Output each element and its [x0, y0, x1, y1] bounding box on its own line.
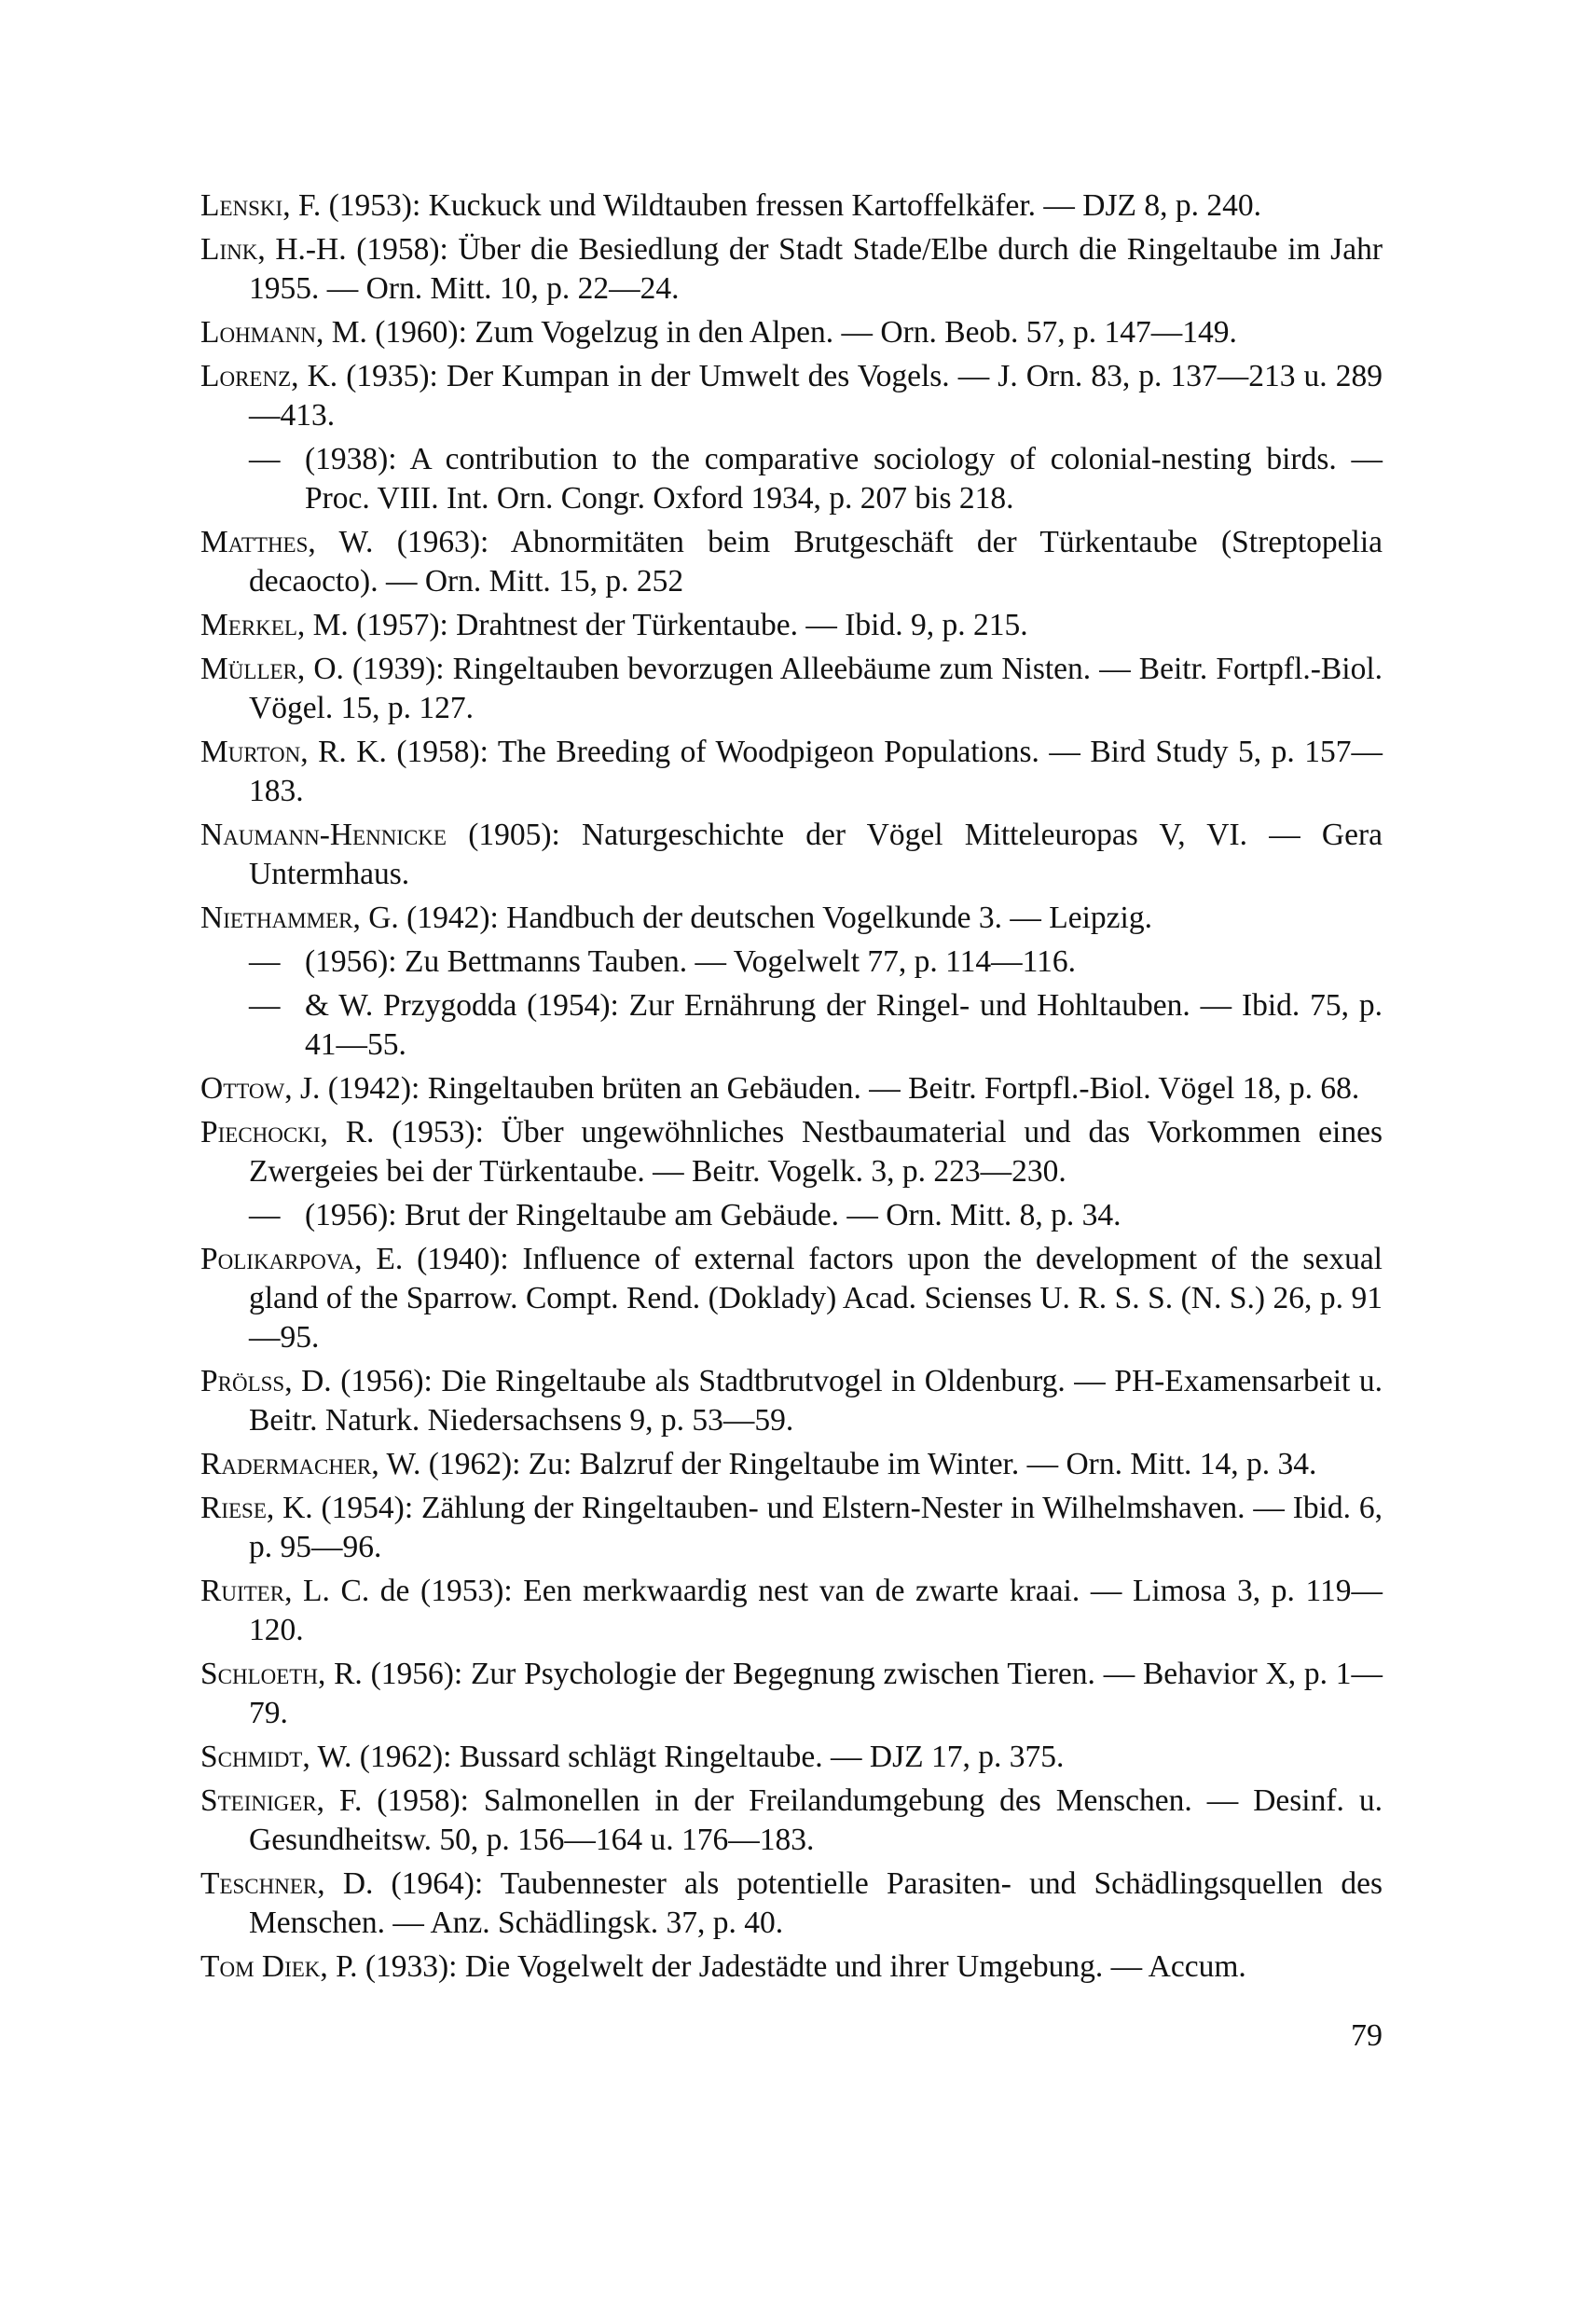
reference-entry-riese-1954: [200, 1489, 1383, 1567]
reference-text: , J. (1942): Ringeltauben brüten an Gebäuden. — Beitr. Fortpfl.-Biol. Vögel 18, p. 68.: [284, 1071, 1360, 1106]
reference-text: , R. K. (1958): The Breeding of Woodpigeon Populations. — Bird Study 5, p. 157—183.: [249, 735, 1383, 808]
reference-entry-merkel-1957: [200, 606, 1383, 645]
reference-text: , W. (1963): Abnormitäten beim Brutgeschäft der Türkentaube (Streptopelia decaocto). — Orn. Mitt. 15, p. 252: [249, 525, 1383, 599]
reference-author: Steiniger: [200, 1783, 317, 1818]
reference-author: Polikarpova: [200, 1242, 355, 1276]
reference-text: , E. (1940): Influence of external factors upon the development of the sexual gland of the Sparrow. Compt. Rend. (Doklady) Acad. Scienses U. R. S. S. (N. S.) 26, p. 91—95.: [249, 1242, 1383, 1355]
reference-entry-tomdiek-1933: [200, 1947, 1383, 1987]
reference-text: , P. (1933): Die Vogelwelt der Jadestädte und ihrer Umgebung. — Accum.: [320, 1949, 1246, 1984]
reference-entry-ottow-1942: [200, 1069, 1383, 1108]
ditto-dash: —: [249, 442, 281, 476]
reference-author: Lorenz: [200, 359, 292, 393]
ditto-dash: —: [249, 1198, 281, 1232]
reference-entry-teschner-1964: [200, 1865, 1383, 1943]
reference-author: Schmidt: [200, 1740, 303, 1774]
reference-text: (1956): Zu Bettmanns Tauben. — Vogelwelt 77, p. 114—116.: [305, 944, 1077, 979]
reference-text: (1938): A contribution to the comparative sociology of colonial-nesting birds. — Proc. VIII. Int. Orn. Congr. Oxford 1934, p. 207 bis 218.: [305, 442, 1383, 516]
reference-entry-steiniger-1958: [200, 1782, 1383, 1860]
reference-text: , R. (1953): Über ungewöhnliches Nestbaumaterial und das Vorkommen eines Zwergeies bei der Türkentaube. — Beitr. Vogelk. 3, p. 223—230.: [249, 1115, 1383, 1189]
reference-author: Müller: [200, 652, 297, 686]
reference-author: Naumann-Hennicke: [200, 818, 447, 852]
reference-text: , F. (1953): Kuckuck und Wildtauben fressen Kartoffelkäfer. — DJZ 8, p. 240.: [282, 188, 1261, 223]
reference-text: , M. (1957): Drahtnest der Türkentaube. — Ibid. 9, p. 215.: [296, 608, 1028, 642]
reference-author: Lohmann: [200, 315, 316, 350]
reference-entry-schloeth-1956: [200, 1655, 1383, 1733]
reference-text: & W. Przygodda (1954): Zur Ernährung der Ringel- und Hohltauben. — Ibid. 75, p. 41—55.: [305, 988, 1383, 1062]
reference-text: (1905): Naturgeschichte der Vögel Mitteleuropas V, VI. — Gera Untermhaus.: [249, 818, 1383, 891]
reference-text: , D. (1956): Die Ringeltaube als Stadtbrutvogel in Oldenburg. — PH-Examensarbeit u. Beitr. Naturk. Niedersachsens 9, p. 53—59.: [249, 1364, 1383, 1438]
reference-entry-link-1958: [200, 230, 1383, 309]
ditto-dash: —: [249, 988, 281, 1023]
reference-author: Radermacher: [200, 1447, 372, 1481]
reference-text: , W. (1962): Bussard schlägt Ringeltaube. — DJZ 17, p. 375.: [302, 1740, 1065, 1774]
reference-author: Schloeth: [200, 1657, 318, 1691]
reference-entry-ruiter-1953: [200, 1572, 1383, 1650]
reference-entry-naumann-1905: [200, 816, 1383, 894]
reference-entry-lorenz-1935: [200, 357, 1383, 435]
reference-entry-niethammer-1942: [200, 899, 1383, 938]
reference-text: , G. (1942): Handbuch der deutschen Vogelkunde 3. — Leipzig.: [352, 901, 1152, 935]
reference-author: Teschner: [200, 1866, 318, 1901]
reference-author: Merkel: [200, 608, 297, 642]
reference-entry-matthes-1963: [200, 523, 1383, 601]
reference-author: Ruiter: [200, 1574, 285, 1608]
reference-entry-prolss-1956: [200, 1362, 1383, 1440]
reference-text: , W. (1962): Zu: Balzruf der Ringeltaube im Winter. — Orn. Mitt. 14, p. 34.: [371, 1447, 1317, 1481]
reference-author: Tom Diek: [200, 1949, 321, 1984]
reference-author: Niethammer: [200, 901, 353, 935]
reference-text: , M. (1960): Zum Vogelzug in den Alpen. — Orn. Beob. 57, p. 147—149.: [315, 315, 1237, 350]
reference-author: Murton: [200, 735, 301, 769]
reference-entry-lenski-1953: [200, 186, 1383, 226]
reference-text: , R. (1956): Zur Psychologie der Begegnung zwischen Tieren. — Behavior X, p. 1—79.: [249, 1657, 1383, 1730]
reference-entry-piechocki-1953: [200, 1113, 1383, 1191]
reference-author: Prölss: [200, 1364, 285, 1398]
reference-entry-lohmann-1960: [200, 313, 1383, 352]
reference-entry-murton-1958: [200, 733, 1383, 811]
ditto-dash: —: [249, 944, 281, 979]
reference-entry-piechocki-1956: [200, 1196, 1383, 1235]
reference-entry-radermacher-1962: [200, 1445, 1383, 1484]
reference-entry-polikarpova-1940: [200, 1240, 1383, 1357]
reference-text: , K. (1935): Der Kumpan in der Umwelt des Vogels. — J. Orn. 83, p. 137—213 u. 289—413.: [249, 359, 1383, 433]
reference-entry-niethammer-1954: [200, 986, 1383, 1065]
reference-entry-lorenz-1938: [200, 440, 1383, 518]
reference-author: Ottow: [200, 1071, 285, 1106]
reference-author: Riese: [200, 1491, 267, 1525]
reference-text: , L. C. de (1953): Een merkwaardig nest van de zwarte kraai. — Limosa 3, p. 119—120.: [249, 1574, 1383, 1647]
reference-author: Link: [200, 232, 258, 267]
reference-list: [200, 186, 1383, 1991]
reference-text: , H.-H. (1958): Über die Besiedlung der Stadt Stade/Elbe durch die Ringeltaube im Jahr 1955. — Orn. Mitt. 10, p. 22—24.: [249, 232, 1383, 306]
reference-author: Matthes: [200, 525, 309, 559]
reference-text: , K. (1954): Zählung der Ringeltauben- und Elstern-Nester in Wilhelmshaven. — Ibid. 6, p. 95—96.: [249, 1491, 1383, 1564]
reference-entry-schmidt-1962: [200, 1738, 1383, 1777]
reference-entry-muller-1939: [200, 650, 1383, 728]
reference-author: Piechocki: [200, 1115, 321, 1149]
reference-text: , D. (1964): Taubennester als potentielle Parasiten- und Schädlingsquellen des Menschen. — Anz. Schädlingsk. 37, p. 40.: [249, 1866, 1383, 1940]
reference-entry-niethammer-1956: [200, 943, 1383, 982]
reference-author: Lenski: [200, 188, 283, 223]
reference-text: , O. (1939): Ringeltauben bevorzugen Alleebäume zum Nisten. — Beitr. Fortpfl.-Biol. Vögel. 15, p. 127.: [249, 652, 1383, 725]
reference-text: (1956): Brut der Ringeltaube am Gebäude. — Orn. Mitt. 8, p. 34.: [305, 1198, 1121, 1232]
page-number: 79: [1351, 2018, 1383, 2053]
reference-text: , F. (1958): Salmonellen in der Freilandumgebung des Menschen. — Desinf. u. Gesundheitsw. 50, p. 156—164 u. 176—183.: [249, 1783, 1383, 1857]
